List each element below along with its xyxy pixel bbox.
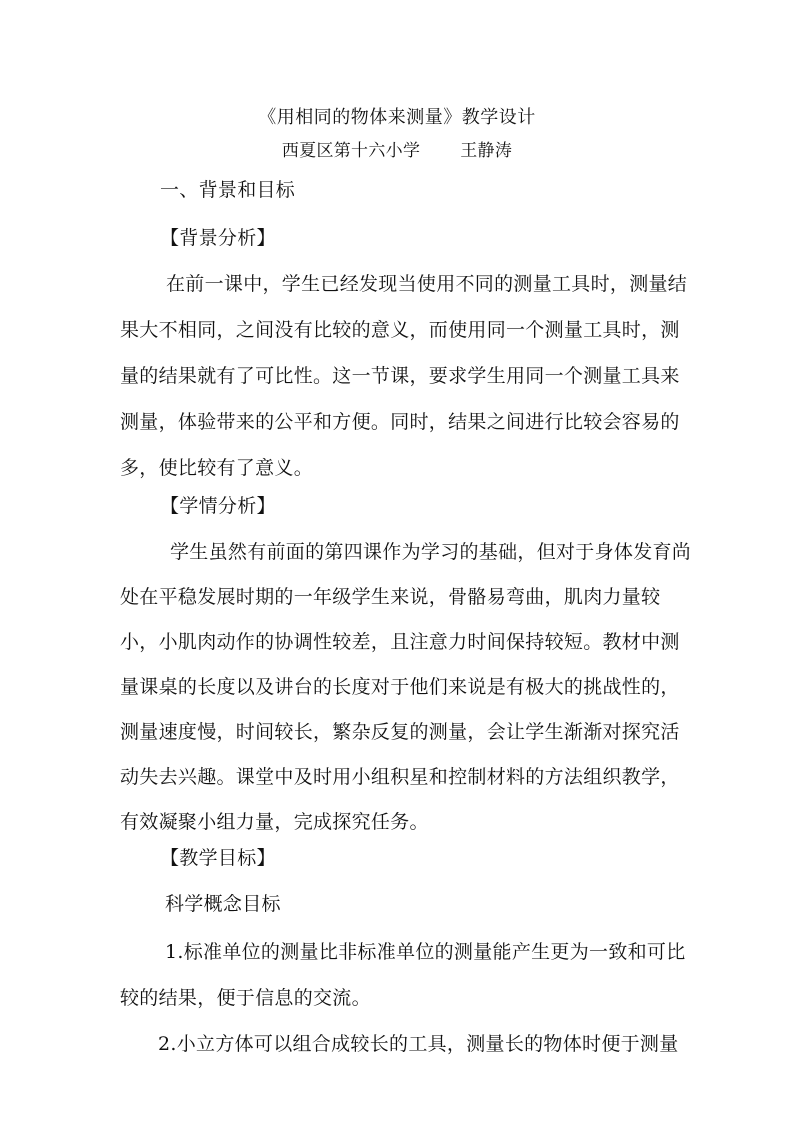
paragraph-line: 小，小肌肉动作的协调性较差，且注意力时间保持较短。教材中测: [120, 631, 680, 653]
paragraph-line: 处在平稳发展时期的一年级学生来说，骨骼易弯曲，肌肉力量较: [120, 586, 661, 608]
paragraph-line: 动失去兴趣。课堂中及时用小组积星和控制材料的方法组织教学，: [120, 766, 680, 788]
paragraph-line: 量课桌的长度以及讲台的长度对于他们来说是有极大的挑战性的，: [120, 676, 680, 698]
goal-line: 2.小立方体可以组合成较长的工具，测量长的物体时便于测量: [158, 1033, 679, 1055]
goal-line: 1.标准单位的测量比非标准单位的测量能产生更为一致和可比: [165, 941, 686, 963]
author-name: 王静涛: [460, 141, 513, 161]
heading-background-analysis: 【背景分析】: [160, 227, 276, 249]
subheading-science-concepts: 科学概念目标: [165, 893, 281, 915]
paragraph-line: 多，使比较有了意义。: [120, 457, 314, 479]
document-title: 《用相同的物体来测量》教学设计: [258, 107, 536, 128]
school-name: 西夏区第十六小学: [281, 141, 421, 161]
paragraph-line: 测量速度慢，时间较长，繁杂反复的测量，会让学生渐渐对探究活: [120, 721, 680, 743]
paragraph-line: 果大不相同，之间没有比较的意义，而使用同一个测量工具时，测: [120, 319, 680, 341]
paragraph-line: 量的结果就有了可比性。这一节课，要求学生用同一个测量工具来: [120, 365, 680, 387]
paragraph-line: 在前一课中，学生已经发现当使用不同的测量工具时，测量结: [166, 273, 688, 295]
author-line: [0, 139, 794, 163]
section-heading-background-goals: 一、背景和目标: [160, 179, 296, 201]
paragraph-line: 学生虽然有前面的第四课作为学习的基础，但对于身体发育尚: [170, 541, 692, 563]
paragraph-line: 测量，体验带来的公平和方便。同时，结果之间进行比较会容易的: [120, 411, 680, 433]
paragraph-line: 有效凝聚小组力量，完成探究任务。: [120, 811, 429, 833]
goal-line: 较的结果，便于信息的交流。: [120, 987, 371, 1009]
heading-learner-analysis: 【学情分析】: [160, 495, 276, 517]
heading-teaching-goals: 【教学目标】: [160, 847, 276, 869]
